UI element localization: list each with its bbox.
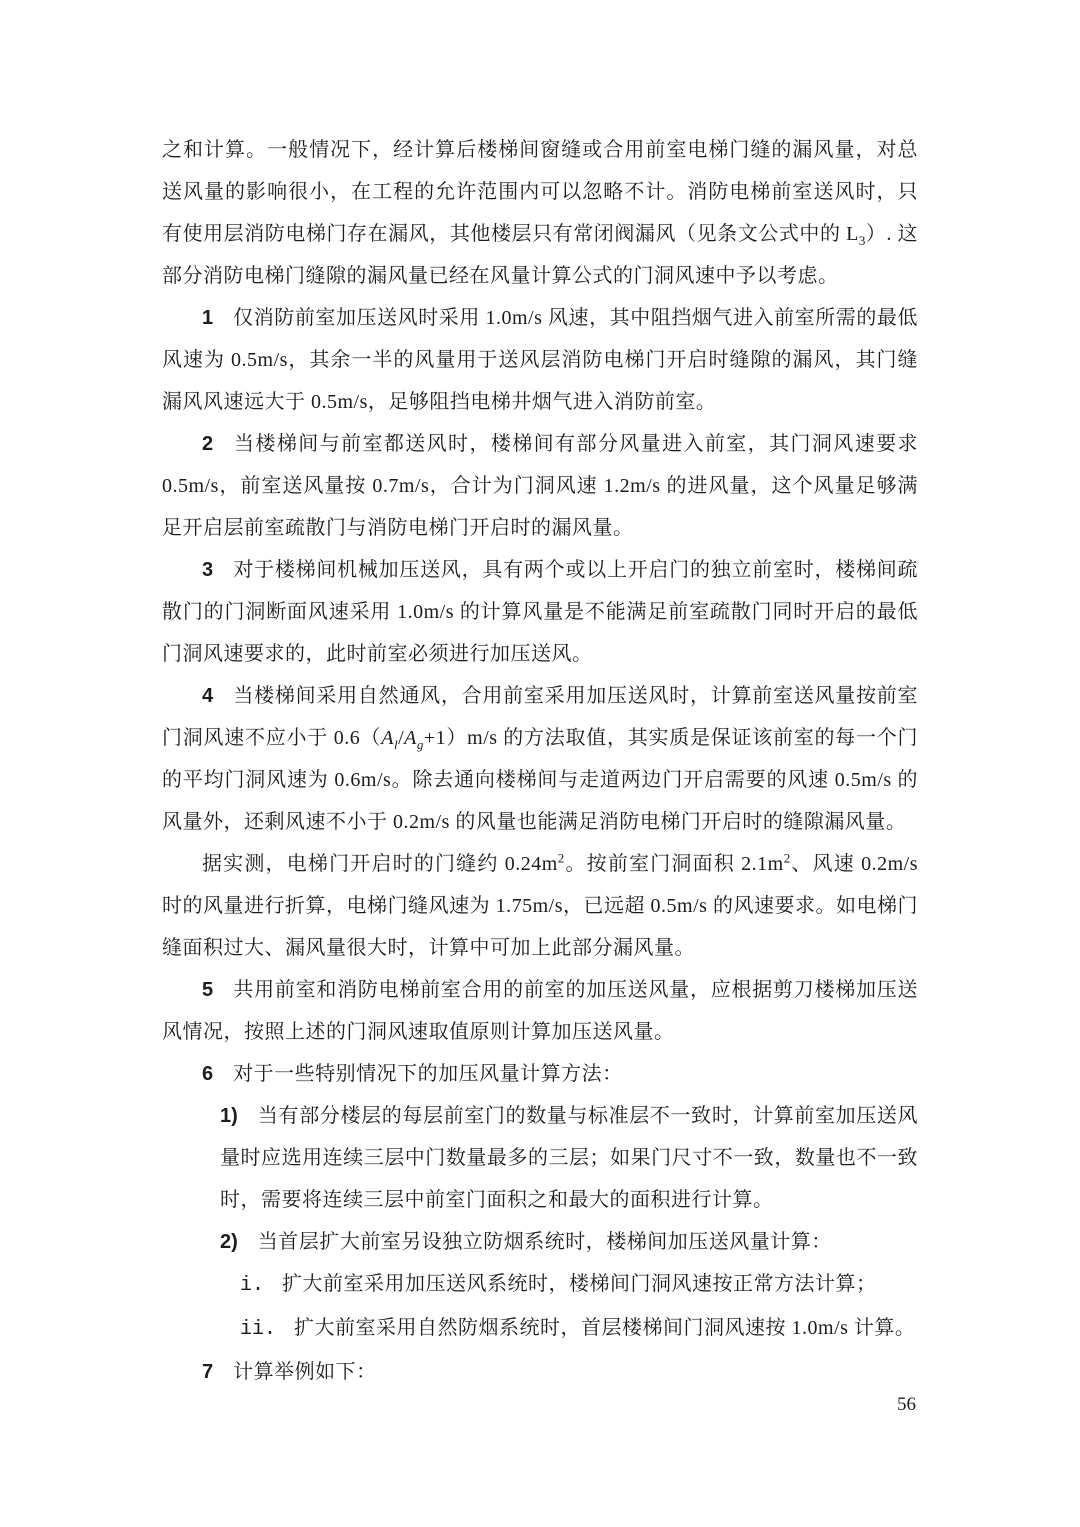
text-run: 当有部分楼层的每层前室门的数量与标准层不一致时，计算前室加压送风量时应选用连续三层中门数量最多的三层；如果门尺寸不一致，数量也不一致时，需要将连续三层中前室门面积之和最大的面积进行计算。	[220, 1105, 918, 1211]
text-run: g	[416, 737, 424, 752]
text-run: 据实测，电梯门开启时的门缝约 0.24m	[202, 853, 558, 875]
text-run: 2	[783, 850, 791, 866]
item-number: 6	[202, 1063, 214, 1085]
numbered-item	[162, 549, 918, 675]
text-run: A	[381, 727, 394, 749]
item-number: 2	[202, 433, 214, 455]
text-run: 当首层扩大前室另设独立防烟系统时，楼梯间加压送风量计算：	[257, 1231, 832, 1253]
roman-item	[162, 1263, 918, 1307]
item-number: 2)	[220, 1231, 238, 1253]
page-number: 56	[897, 1394, 916, 1415]
item-number: 1)	[220, 1105, 238, 1127]
item-number: 4	[202, 685, 214, 707]
item-number: 3	[202, 559, 214, 581]
item-number: 1	[202, 307, 214, 329]
text-run: 。按前室门洞面积 2.1m	[564, 853, 784, 875]
roman-item	[162, 1307, 918, 1351]
text-run: /	[398, 727, 405, 749]
text-run: 当楼梯间采用自然通风，合用前室采用加压送风时，计算前室送风量按前室门洞风速不应小于 0.6（	[162, 685, 918, 749]
item-number: ii.	[240, 1318, 277, 1341]
numbered-item	[162, 675, 918, 843]
item-number: 5	[202, 979, 214, 1001]
text-run: 共用前室和消防电梯前室合用的前室的加压送风量，应根据剪刀楼梯加压送风情况，按照上述的门洞风速取值原则计算加压送风量。	[162, 979, 918, 1043]
numbered-item	[162, 969, 918, 1053]
text-run: 仅消防前室加压送风时采用 1.0m/s 风速，其中阻挡烟气进入前室所需的最低风速为 0.5m/s，其余一半的风量用于送风层消防电梯门开启时缝隙的漏风，其门缝漏风风速远大于 0.5m/s，足够阻挡电梯井烟气进入消防前室。	[162, 307, 918, 413]
text-run: 对于楼梯间机械加压送风，具有两个或以上开启门的独立前室时，楼梯间疏散门的门洞断面风速采用 1.0m/s 的计算风量是不能满足前室疏散门同时开启的最低门洞风速要求的，此时前室必须进行加压送风。	[162, 559, 918, 665]
text-run: 、风速 0.2m/s 时的风量进行折算，电梯门缝风速为 1.75m/s，已远超 0.5m/s 的风速要求。如电梯门缝面积过大、漏风量很大时，计算中可加上此部分漏风量。	[162, 853, 918, 959]
text-run: A	[404, 727, 417, 749]
text-run: +1）m/s 的方法取值，其实质是保证该前室的每一个门的平均门洞风速为 0.6m/s。除去通向楼梯间与走道两边门开启需要的风速 0.5m/s 的风量外，还剩风速不小于 0.2m/s 的风量也能满足消防电梯门开启时的缝隙漏风量。	[162, 727, 918, 833]
content	[162, 129, 918, 1393]
text-run: 扩大前室采用加压送风系统时，楼梯间门洞风速按正常方法计算；	[282, 1273, 877, 1295]
text-run: 对于一些特别情况下的加压风量计算方法：	[233, 1063, 623, 1085]
text-run: 2	[557, 850, 565, 866]
numbered-item	[162, 1351, 918, 1393]
sub-item	[162, 1095, 918, 1221]
item-number: i.	[240, 1274, 265, 1297]
numbered-item	[162, 423, 918, 549]
sub-item	[162, 1221, 918, 1263]
text-run: 3	[858, 233, 866, 248]
text-run: ）. 这部分消防电梯门缝隙的漏风量已经在风量计算公式的门洞风速中予以考虑。	[162, 223, 918, 287]
text-run: 扩大前室采用自然防烟系统时，首层楼梯间门洞风速按 1.0m/s 计算。	[294, 1317, 916, 1339]
text-run: 计算举例如下：	[233, 1361, 377, 1383]
paragraph	[162, 129, 918, 297]
text-run: l	[393, 737, 399, 752]
text-run: 当楼梯间与前室都送风时，楼梯间有部分风量进入前室，其门洞风速要求 0.5m/s，前室送风量按 0.7m/s，合计为门洞风速 1.2m/s 的进风量，这个风量足够满足开启层前室疏散门与消防电梯门开启时的漏风量。	[162, 433, 918, 539]
text-run: 之和计算。一般情况下，经计算后楼梯间窗缝或合用前室电梯门缝的漏风量，对总送风量的影响很小，在工程的允许范围内可以忽略不计。消防电梯前室送风时，只有使用层消防电梯门存在漏风，其他楼层只有常闭阀漏风（见条文公式中的 L	[162, 139, 918, 245]
numbered-item	[162, 1053, 918, 1095]
item-number: 7	[202, 1361, 214, 1383]
numbered-item	[162, 297, 918, 423]
paragraph	[162, 843, 918, 969]
